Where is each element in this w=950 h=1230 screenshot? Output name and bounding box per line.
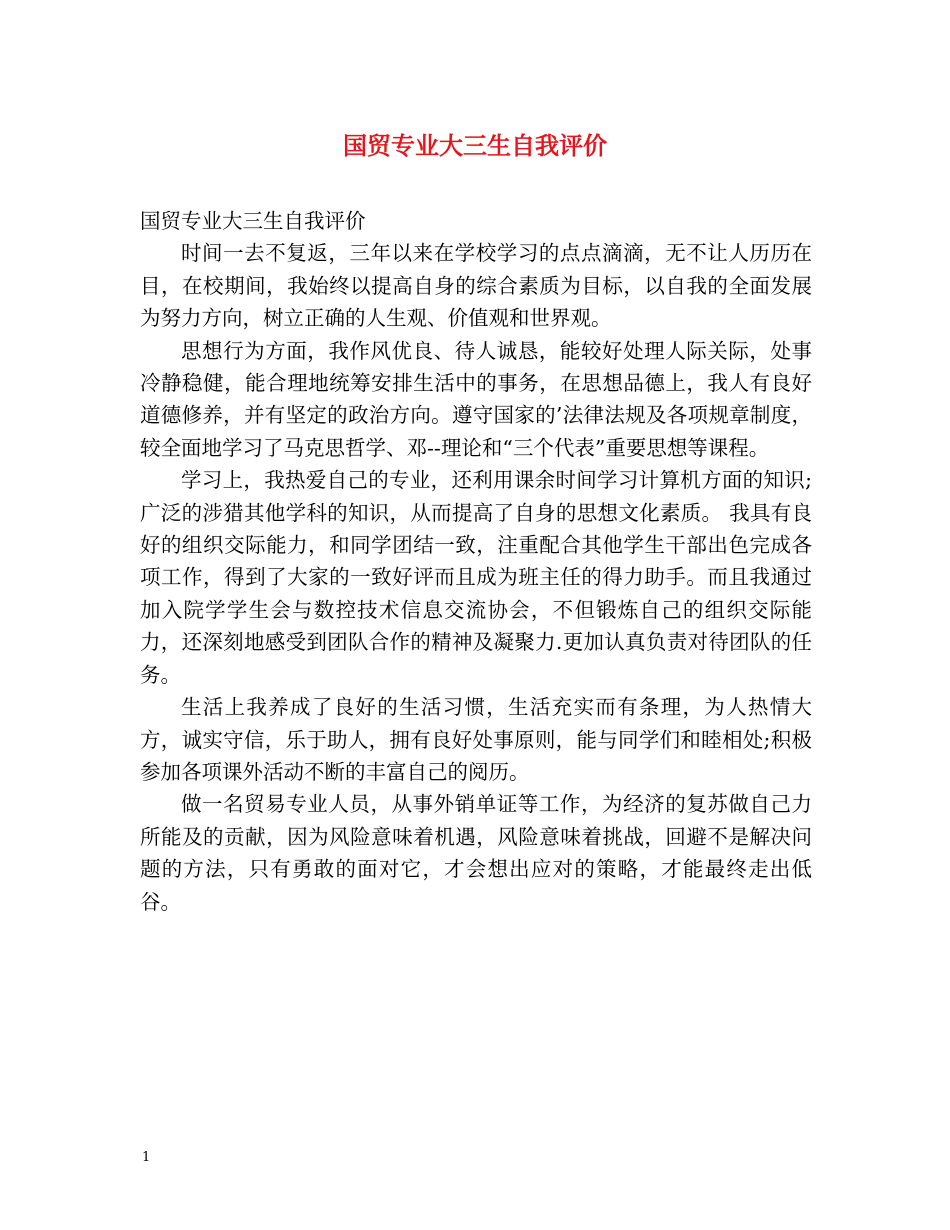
paragraph-3: 学习上，我热爱自己的专业，还利用课余时间学习计算机方面的知识;广泛的涉猎其他学科的知识，从而提高了自身的思想文化素质。 我具有良好的组织交际能力，和同学团结一致，注重配合其他学生干部出色完成各项工作，得到了大家的一致好评而且成为班主任的得力助手。而且我通过加入院学学生会与数控技术信息交流协会，不但锻炼自己的组织交际能力，还深刻地感受到团队合作的精神及凝聚力.更加认真负责对待团队的任务。 [140,468,812,687]
paragraph-2: 思想行为方面，我作风优良、待人诚恳，能较好处理人际关际，处事冷静稳健，能合理地统筹安排生活中的事务，在思想品德上，我人有良好道德修养，并有坚定的政治方向。遵守国家的’法律法规及各项规章制度，较全面地学习了马克思哲学、邓--理论和“三个代表”重要思想等课程。 [140,338,812,460]
page-number: 1 [142,1150,151,1165]
paragraph-5: 做一名贸易专业人员，从事外销单证等工作，为经济的复苏做自己力所能及的贡献，因为风险意味着机遇，风险意味着挑战，回避不是解决问题的方法，只有勇敢的面对它，才会想出应对的策略，才能最终走出低谷。 [140,792,812,914]
paragraph-1: 时间一去不复返，三年以来在学校学习的点点滴滴，无不让人历历在目，在校期间，我始终以提高自身的综合素质为目标，以自我的全面发展为努力方向，树立正确的人生观、价值观和世界观。 [140,241,812,331]
paragraph-4: 生活上我养成了良好的生活习惯，生活充实而有条理，为人热情大方，诚实守信，乐于助人，拥有良好处事原则，能与同学们和睦相处;积极参加各项课外活动不断的丰富自己的阅历。 [140,695,812,784]
document-title: 国贸专业大三生自我评价 [343,131,607,160]
body-subtitle: 国贸专业大三生自我评价 [140,209,366,233]
document-body [140,205,812,918]
